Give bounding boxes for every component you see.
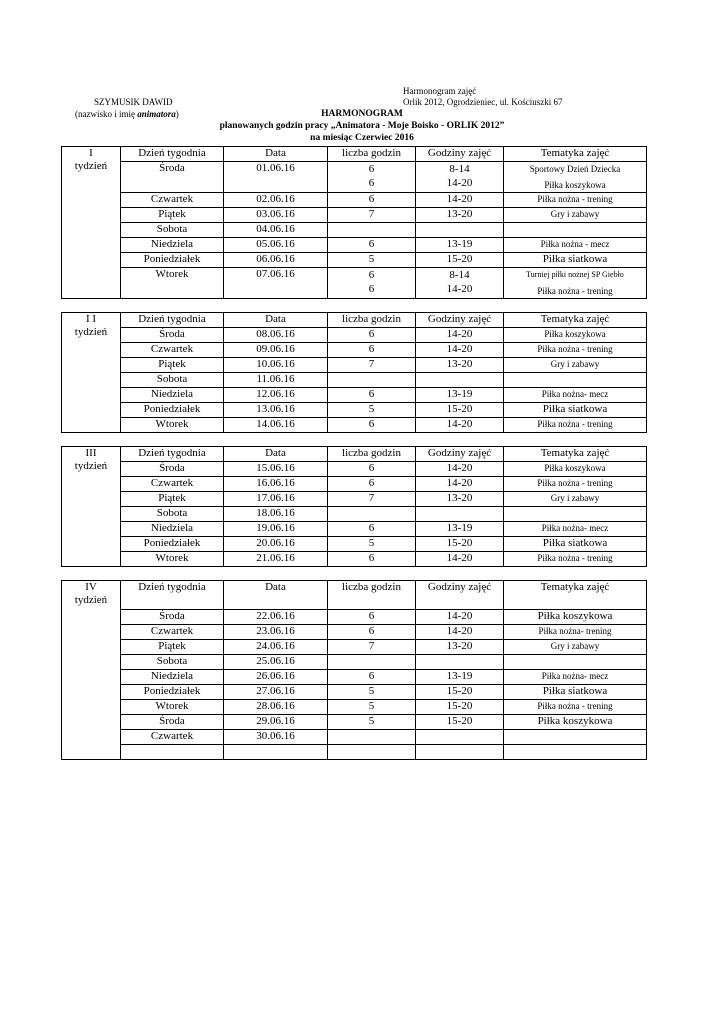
day-cell [121,745,224,760]
date-cell: 10.06.16 [224,358,328,373]
times-cell-line: 14-20 [446,283,473,295]
hours-cell [328,223,416,238]
topic-cell: Piłka nożna - trening [504,477,647,492]
date-cell: 18.06.16 [224,507,328,522]
times-cell: 14-20 [416,477,504,492]
day-cell: Piątek [121,640,224,655]
animator-name: SZYMUSIK DAWID [94,97,173,107]
page-title: HARMONOGRAM [321,109,403,119]
column-header: Data [224,313,328,328]
hours-cell-line: 6 [368,163,375,175]
topic-cell [504,223,647,238]
times-cell: 15-20 [416,403,504,418]
name-caption: (nazwisko i imię animatora) [75,109,179,119]
column-header: Data [224,147,328,162]
times-cell [416,223,504,238]
hours-cell [328,655,416,670]
times-cell [416,507,504,522]
table-row [62,477,647,492]
topic-cell [504,373,647,388]
topic-cell [504,655,647,670]
week-table-1 [61,146,647,299]
hours-cell: 5 [328,715,416,730]
day-cell: Piątek [121,492,224,507]
column-header: Tematyka zajęć [504,147,647,162]
column-header: Tematyka zajęć [504,447,647,462]
hours-cell: 6 [328,552,416,567]
table-header-row [62,447,647,462]
table-row [62,193,647,208]
column-header: liczba godzin [328,147,416,162]
table-row [62,328,647,343]
topic-cell: Piłka koszykowa [504,462,647,477]
hours-cell: 6 [328,670,416,685]
topic-cell: Piłka siatkowa [504,403,647,418]
hours-cell [328,162,416,193]
day-cell: Sobota [121,507,224,522]
table-row [62,552,647,567]
column-header: liczba godzin [328,581,416,610]
hours-cell: 6 [328,418,416,433]
day-cell: Poniedziałek [121,685,224,700]
table-row [62,537,647,552]
hours-cell: 6 [328,193,416,208]
hours-cell [328,373,416,388]
table-row [62,462,647,477]
hours-cell: 6 [328,522,416,537]
hours-cell-line: 6 [368,283,375,295]
table-row [62,358,647,373]
times-cell-line: 8-14 [449,163,470,175]
date-cell: 05.06.16 [224,238,328,253]
week-table-2 [61,312,647,433]
hours-cell [328,507,416,522]
week-number: IV [85,581,97,593]
hours-cell: 6 [328,625,416,640]
column-header: Dzień tygodnia [121,447,224,462]
hours-cell: 7 [328,640,416,655]
hours-cell: 5 [328,685,416,700]
date-cell: 25.06.16 [224,655,328,670]
topic-cell [504,268,647,299]
table-row [62,522,647,537]
times-cell: 13-20 [416,358,504,373]
day-cell: Środa [121,715,224,730]
topic-cell: Gry i zabawy [504,208,647,223]
week-label [62,147,121,299]
times-cell: 14-20 [416,328,504,343]
topic-cell-line: Piłka nożna - trening [537,286,613,296]
times-cell: 14-20 [416,462,504,477]
topic-cell: Gry i zabawy [504,640,647,655]
week-label [62,581,121,760]
table-row [62,715,647,730]
topic-cell: Piłka koszykowa [504,715,647,730]
topic-cell: Piłka nożna- trening [504,625,647,640]
times-cell-line: 14-20 [446,177,473,189]
week-table-4 [61,580,647,760]
date-cell: 02.06.16 [224,193,328,208]
column-header: Dzień tygodnia [121,581,224,610]
hours-cell: 6 [328,238,416,253]
week-table-3 [61,446,647,567]
week-label [62,447,121,567]
table-row [62,730,647,745]
day-cell: Czwartek [121,343,224,358]
header-right-line1: Harmonogram zajęć [403,86,477,96]
date-cell: 22.06.16 [224,610,328,625]
times-cell: 15-20 [416,537,504,552]
week-word: tydzień [74,594,108,606]
table-row [62,388,647,403]
times-cell: 14-20 [416,625,504,640]
hours-cell: 6 [328,462,416,477]
column-header: Dzień tygodnia [121,147,224,162]
date-cell: 15.06.16 [224,462,328,477]
hours-cell [328,745,416,760]
topic-cell: Piłka nożna - trening [504,193,647,208]
day-cell: Poniedziałek [121,537,224,552]
times-cell-line: 8-14 [449,269,470,281]
date-cell: 11.06.16 [224,373,328,388]
date-cell: 09.06.16 [224,343,328,358]
table-row [62,625,647,640]
table-row [62,373,647,388]
hours-cell: 7 [328,208,416,223]
date-cell: 19.06.16 [224,522,328,537]
date-cell: 27.06.16 [224,685,328,700]
table-row [62,418,647,433]
date-cell: 24.06.16 [224,640,328,655]
date-cell: 23.06.16 [224,625,328,640]
table-row [62,253,647,268]
date-cell [224,745,328,760]
topic-cell: Piłka siatkowa [504,253,647,268]
day-cell: Niedziela [121,388,224,403]
topic-cell: Piłka nożna - trening [504,418,647,433]
date-cell: 16.06.16 [224,477,328,492]
day-cell: Poniedziałek [121,403,224,418]
date-cell: 29.06.16 [224,715,328,730]
date-cell: 17.06.16 [224,492,328,507]
topic-cell: Piłka koszykowa [504,610,647,625]
date-cell: 12.06.16 [224,388,328,403]
table-header-row [62,581,647,610]
day-cell: Wtorek [121,268,224,299]
table-row [62,745,647,760]
times-cell [416,745,504,760]
day-cell: Środa [121,462,224,477]
topic-cell-line: Sportowy Dzień Dziecka [529,164,621,174]
times-cell: 13-19 [416,522,504,537]
week-word: tydzień [74,460,108,472]
table-row [62,610,647,625]
day-cell: Czwartek [121,477,224,492]
topic-cell-line: Piłka koszykowa [544,180,606,190]
week-word: tydzień [74,326,108,338]
table-row [62,670,647,685]
column-header: Godziny zajęć [416,313,504,328]
times-cell: 13-20 [416,492,504,507]
date-cell: 21.06.16 [224,552,328,567]
topic-cell [504,745,647,760]
date-cell: 14.06.16 [224,418,328,433]
day-cell: Poniedziałek [121,253,224,268]
column-header: Tematyka zajęć [504,581,647,610]
hours-cell: 6 [328,610,416,625]
times-cell: 14-20 [416,193,504,208]
times-cell: 13-20 [416,640,504,655]
date-cell: 04.06.16 [224,223,328,238]
date-cell: 07.06.16 [224,268,328,299]
topic-cell [504,730,647,745]
column-header: Godziny zajęć [416,581,504,610]
table-header-row [62,313,647,328]
date-cell: 03.06.16 [224,208,328,223]
table-row [62,507,647,522]
times-cell [416,162,504,193]
table-header-row [62,147,647,162]
column-header: Godziny zajęć [416,147,504,162]
times-cell: 14-20 [416,552,504,567]
week-number: III [85,447,97,459]
table-row [62,685,647,700]
times-cell: 15-20 [416,253,504,268]
topic-cell: Piłka nożna - mecz [504,238,647,253]
times-cell: 15-20 [416,685,504,700]
day-cell: Środa [121,328,224,343]
day-cell: Środa [121,162,224,193]
times-cell [416,730,504,745]
topic-cell: Piłka siatkowa [504,537,647,552]
hours-cell: 5 [328,253,416,268]
times-cell: 13-20 [416,208,504,223]
topic-cell-line: Turniej piłki nożnej SP Giebło [526,270,624,279]
topic-cell: Piłka nożna - trening [504,700,647,715]
date-cell: 06.06.16 [224,253,328,268]
hours-cell: 5 [328,403,416,418]
times-cell: 14-20 [416,610,504,625]
times-cell: 13-19 [416,670,504,685]
column-header: liczba godzin [328,447,416,462]
hours-cell: 6 [328,477,416,492]
topic-cell [504,507,647,522]
day-cell: Sobota [121,373,224,388]
table-row [62,700,647,715]
topic-cell [504,162,647,193]
table-row [62,492,647,507]
day-cell: Wtorek [121,552,224,567]
header-right-line2: Orlik 2012, Ogrodzieniec, ul. Kościuszki 67 [403,97,563,107]
table-row [62,208,647,223]
topic-cell: Gry i zabawy [504,358,647,373]
column-header: Tematyka zajęć [504,313,647,328]
day-cell: Piątek [121,208,224,223]
table-row [62,223,647,238]
hours-cell-line: 6 [368,177,375,189]
day-cell: Niedziela [121,670,224,685]
table-row [62,403,647,418]
hours-cell: 5 [328,700,416,715]
hours-cell [328,268,416,299]
day-cell: Czwartek [121,625,224,640]
week-word: tydzień [74,160,108,172]
table-row [62,238,647,253]
week-number: I I [85,313,97,325]
table-row [62,162,647,193]
topic-cell: Piłka nożna- mecz [504,522,647,537]
column-header: liczba godzin [328,313,416,328]
day-cell: Piątek [121,358,224,373]
date-cell: 28.06.16 [224,700,328,715]
date-cell: 20.06.16 [224,537,328,552]
hours-cell: 6 [328,388,416,403]
date-cell: 26.06.16 [224,670,328,685]
column-header: Godziny zajęć [416,447,504,462]
times-cell: 14-20 [416,343,504,358]
page-subtitle: planowanych godzin pracy „Animatora - Moje Boisko - ORLIK 2012” [219,121,505,131]
day-cell: Czwartek [121,193,224,208]
topic-cell: Gry i zabawy [504,492,647,507]
table-row [62,343,647,358]
times-cell: 15-20 [416,700,504,715]
month-line: na miesiąc Czerwiec 2016 [310,133,414,143]
day-cell: Sobota [121,655,224,670]
topic-cell: Piłka koszykowa [504,328,647,343]
day-cell: Niedziela [121,522,224,537]
hours-cell-line: 6 [368,269,375,281]
hours-cell: 7 [328,492,416,507]
times-cell [416,373,504,388]
day-cell: Wtorek [121,418,224,433]
date-cell: 13.06.16 [224,403,328,418]
day-cell: Czwartek [121,730,224,745]
week-number: I [89,147,93,159]
day-cell: Niedziela [121,238,224,253]
times-cell: 13-19 [416,388,504,403]
hours-cell: 6 [328,328,416,343]
day-cell: Środa [121,610,224,625]
times-cell: 13-19 [416,238,504,253]
times-cell [416,655,504,670]
hours-cell: 6 [328,343,416,358]
date-cell: 01.06.16 [224,162,328,193]
hours-cell [328,730,416,745]
day-cell: Sobota [121,223,224,238]
times-cell: 15-20 [416,715,504,730]
topic-cell: Piłka nożna - trening [504,552,647,567]
times-cell: 14-20 [416,418,504,433]
date-cell: 08.06.16 [224,328,328,343]
topic-cell: Piłka siatkowa [504,685,647,700]
table-row [62,655,647,670]
column-header: Data [224,447,328,462]
times-cell [416,268,504,299]
column-header: Dzień tygodnia [121,313,224,328]
topic-cell: Piłka nożna - trening [504,343,647,358]
hours-cell: 5 [328,537,416,552]
column-header: Data [224,581,328,610]
day-cell: Wtorek [121,700,224,715]
date-cell: 30.06.16 [224,730,328,745]
topic-cell: Piłka nożna- mecz [504,670,647,685]
topic-cell: Piłka nożna- mecz [504,388,647,403]
table-row [62,268,647,299]
table-row [62,640,647,655]
hours-cell: 7 [328,358,416,373]
week-label [62,313,121,433]
